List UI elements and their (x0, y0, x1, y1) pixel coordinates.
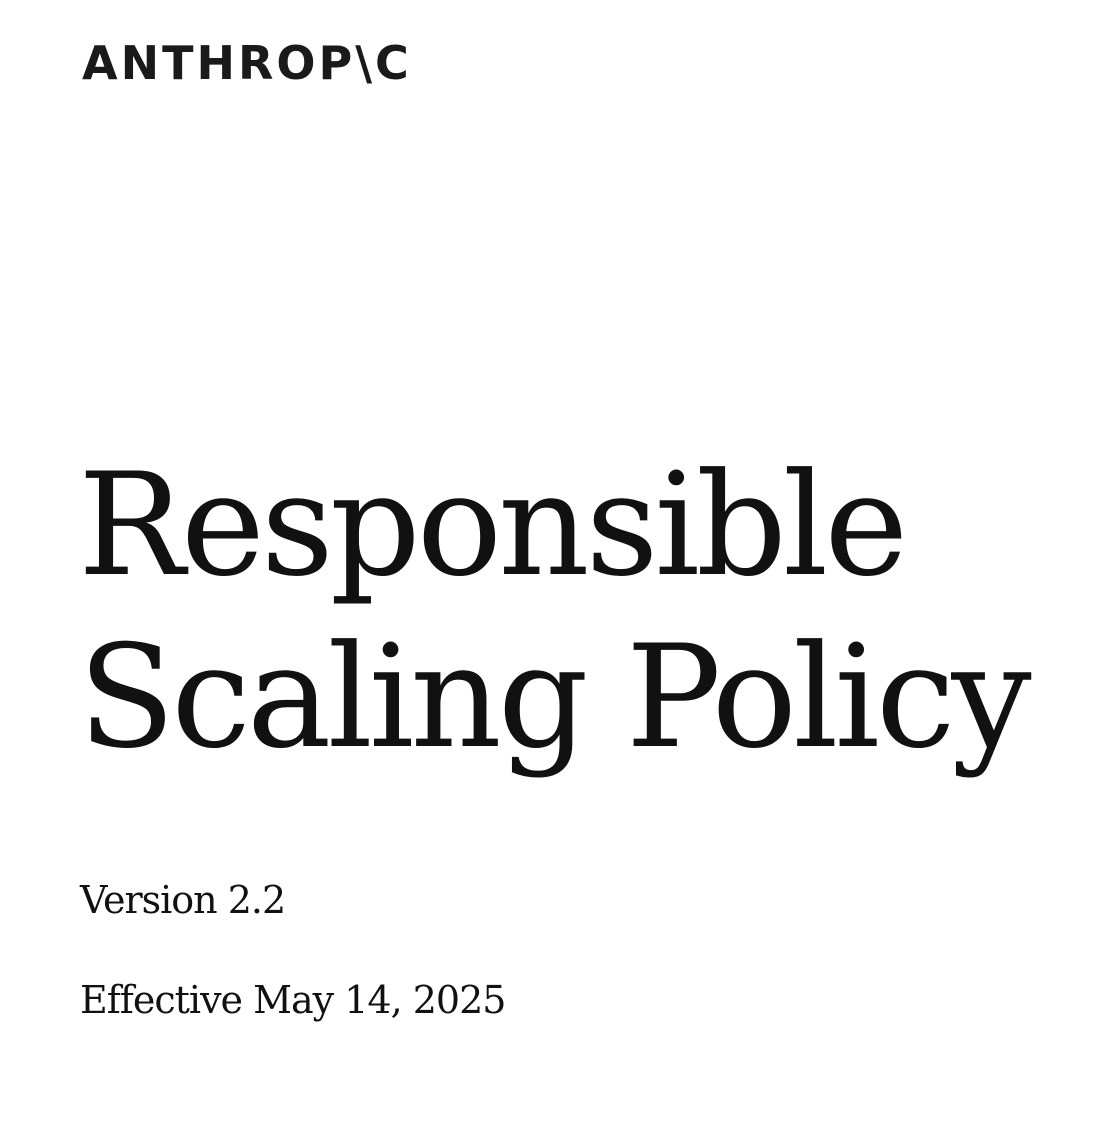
anthropic-logo: ANTHROP\C (82, 36, 412, 90)
version-label: Version 2.2 (80, 878, 286, 922)
document-title (78, 440, 1028, 784)
effective-date: Effective May 14, 2025 (80, 978, 506, 1022)
title-line-2: Scaling Policy (78, 615, 1028, 780)
title-line-1: Responsible (78, 443, 905, 608)
